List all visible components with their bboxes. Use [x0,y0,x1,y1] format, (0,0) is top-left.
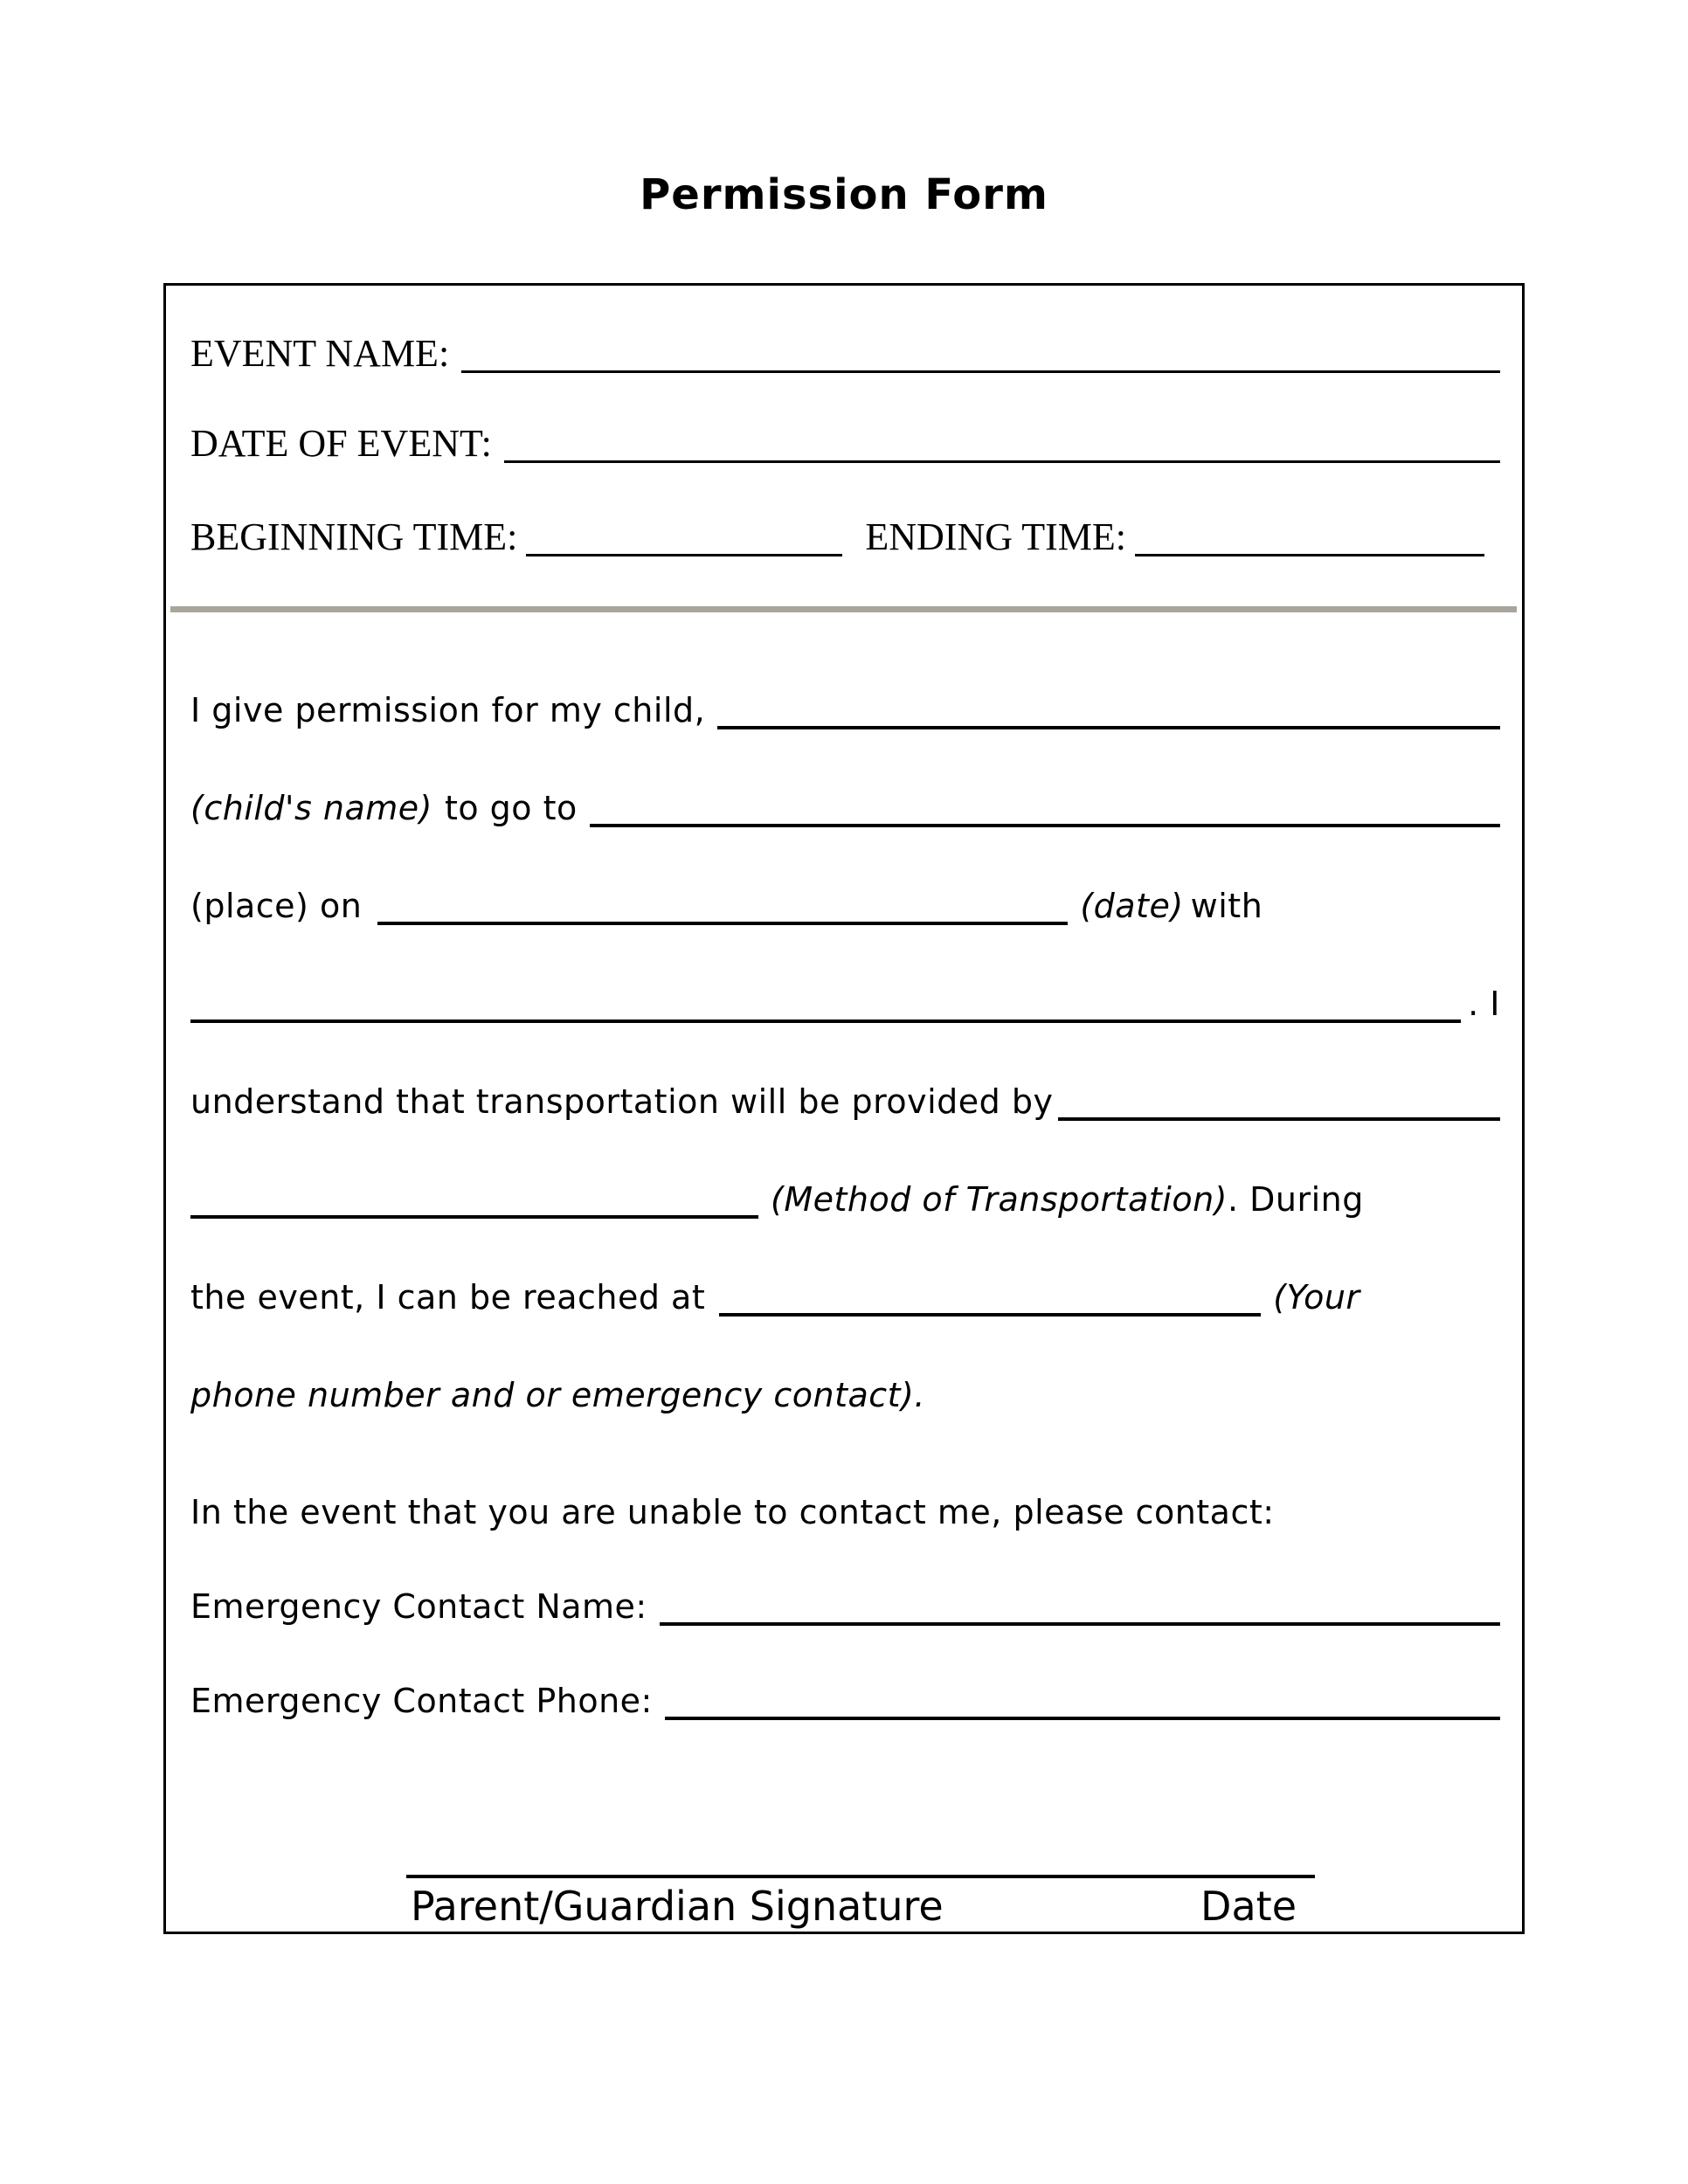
paragraph-line [190,1278,1500,1317]
parent-guardian-signature-label: Parent/Guardian Signature [411,1883,944,1930]
paragraph-line [190,691,1500,729]
emergency-name-row [190,1587,1500,1626]
emergency-contact-section [190,1493,1500,1776]
permission-paragraph [190,691,1500,1474]
emergency-phone-field[interactable] [665,1717,1500,1720]
emergency-phone-label: Emergency Contact Phone: [190,1682,653,1720]
date-of-event-label: DATE OF EVENT: [190,422,492,465]
date-of-event-row [190,419,1500,468]
signature-labels [406,1878,1315,1929]
date-of-event-field[interactable] [504,460,1500,463]
date-hint: (date) [1080,887,1184,925]
method-of-transportation-hint: (Method of Transportation) [771,1180,1228,1219]
page-title: Permission Form [640,170,1048,219]
signature-block [406,1875,1315,1929]
event-name-field[interactable] [461,370,1500,373]
date-label: Date [1200,1883,1297,1930]
ending-time-label: ENDING TIME: [865,515,1126,558]
date-field[interactable] [377,922,1068,925]
beginning-time-field[interactable] [526,554,842,556]
ending-time-field[interactable] [1135,554,1484,556]
emergency-name-label: Emergency Contact Name: [190,1587,647,1626]
during-text: . During [1227,1180,1364,1219]
event-name-label: EVENT NAME: [190,332,450,375]
event-name-row [190,329,1500,378]
chaperone-field[interactable] [190,1019,1461,1023]
paragraph-line [190,789,1500,827]
form-box [163,283,1525,1934]
phone-number-hint: phone number and or emergency contact). [190,1376,925,1414]
place-on-text: (place) on [190,887,363,925]
emergency-name-field[interactable] [660,1622,1500,1626]
transportation-text: understand that transportation will be provided by [190,1082,1054,1121]
place-field[interactable] [590,824,1500,827]
paragraph-line [190,887,1500,925]
permission-intro-text: I give permission for my child, [190,691,706,729]
section-divider [170,606,1517,612]
period-i-text: . I [1468,985,1500,1023]
transportation-method-field[interactable] [190,1215,758,1219]
child-name-field[interactable] [717,726,1500,729]
beginning-time-label: BEGINNING TIME: [190,515,518,558]
child-name-hint: (child's name) [190,789,432,827]
with-text: with [1190,887,1263,925]
paragraph-line [190,1082,1500,1121]
paragraph-line [190,1376,1500,1414]
paragraph-line [190,1180,1500,1219]
transportation-field[interactable] [1058,1117,1500,1121]
phone-field[interactable] [719,1313,1261,1317]
to-go-to-text: to go to [444,789,578,827]
your-hint: (Your [1273,1278,1360,1317]
reached-at-text: the event, I can be reached at [190,1278,706,1317]
emergency-intro-line [190,1493,1500,1531]
times-row [190,513,1500,562]
paragraph-line [190,985,1500,1023]
emergency-intro-text: In the event that you are unable to contact me, please contact: [190,1493,1275,1531]
emergency-phone-row [190,1682,1500,1720]
